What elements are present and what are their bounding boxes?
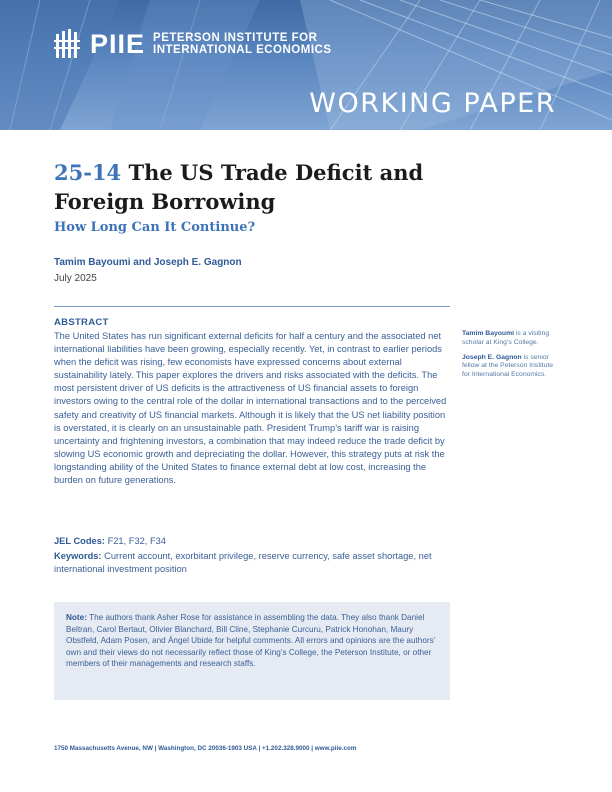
jel-codes xyxy=(54,536,166,546)
keywords-label: Keywords: xyxy=(54,551,102,561)
logo-wordmark: PIIE xyxy=(90,29,146,59)
note-label: Note: xyxy=(66,613,87,622)
author-bio-text: is a visiting scholar at King’s College. xyxy=(462,330,550,346)
footer-contact: 1750 Massachusetts Avenue, NW | Washington, DC 20036-1903 USA | +1.202.328.9000 | www.piie.com xyxy=(54,745,357,752)
paper-number: 25-14 xyxy=(54,160,122,185)
author-bio-name: Joseph E. Gagnon xyxy=(462,353,522,361)
piie-building-icon xyxy=(54,28,82,60)
jel-value: F21, F32, F34 xyxy=(107,536,166,546)
abstract-text: The United States has run significant external deficits for half a century and the associated net international liabilities have been growing, especially recently. Yet, in contrast to earlier periods when the deficit was rising, few economists have expressed concerns about external sustainability lately. This paper explores the drivers and risks associated with the deficits. The most persistent driver of US deficits is the attractiveness of US financial assets to foreign investors owing to the central role of the dollar in international transactions and to the perceived safety and creativity of US financial markets. Although it is likely that the US net liability position is overstated, it is clearly on an unsustainable path. President Trump’s tariff war is raising uncertainty and frightening investors, a combination that may indeed reduce the trade deficit by slowing US economic growth and depreciating the dollar. However, this strategy puts at risk the longstanding ability of the United States to finance external debt at low cost, increasing the burden on future generations. xyxy=(54,331,447,486)
header-banner xyxy=(0,0,612,130)
org-name xyxy=(153,32,331,56)
keywords xyxy=(54,550,450,576)
org-name-line-1: PETERSON INSTITUTE FOR xyxy=(153,32,318,44)
org-name-line-2: INTERNATIONAL ECONOMICS xyxy=(153,44,332,56)
paper-title xyxy=(54,158,454,216)
paper-title-text: The US Trade Deficit and Foreign Borrowing xyxy=(54,160,424,214)
author-bio xyxy=(462,354,562,380)
divider xyxy=(54,306,450,307)
author-bio-name: Tamim Bayoumi xyxy=(462,330,514,337)
piie-logo[interactable] xyxy=(54,28,332,60)
authors: Tamim Bayoumi and Joseph E. Gagnon xyxy=(54,257,242,268)
series-label: WORKING PAPER xyxy=(309,88,556,119)
keywords-value: Current account, exorbitant privilege, reserve currency, safe asset shortage, net international investment position xyxy=(54,551,432,574)
author-bio-text: is senior fellow at the Peterson Institute for International Economics. xyxy=(462,353,554,379)
author-bio xyxy=(462,330,562,348)
abstract-heading: ABSTRACT xyxy=(54,317,109,328)
paper-subtitle: How Long Can It Continue? xyxy=(54,220,256,235)
author-bios xyxy=(462,330,562,386)
note-text: The authors thank Asher Rose for assistance in assembling the data. They also thank Daniel Beltran, Carol Bertaut, Olivier Blanchard, Bill Cline, Stephanie Curcuru, Patrick Honohan, Maury Obstfeld, Adam Posen, and Ángel Ubide for helpful comments. All errors and opinions are the authors’ own and their views do not necessarily reflect those of King’s College, the Peterson Institute, or other members of their managements and research staffs. xyxy=(66,613,436,669)
acknowledgments-note xyxy=(54,602,450,700)
publication-date: July 2025 xyxy=(54,273,97,284)
jel-label: JEL Codes: xyxy=(54,536,105,546)
